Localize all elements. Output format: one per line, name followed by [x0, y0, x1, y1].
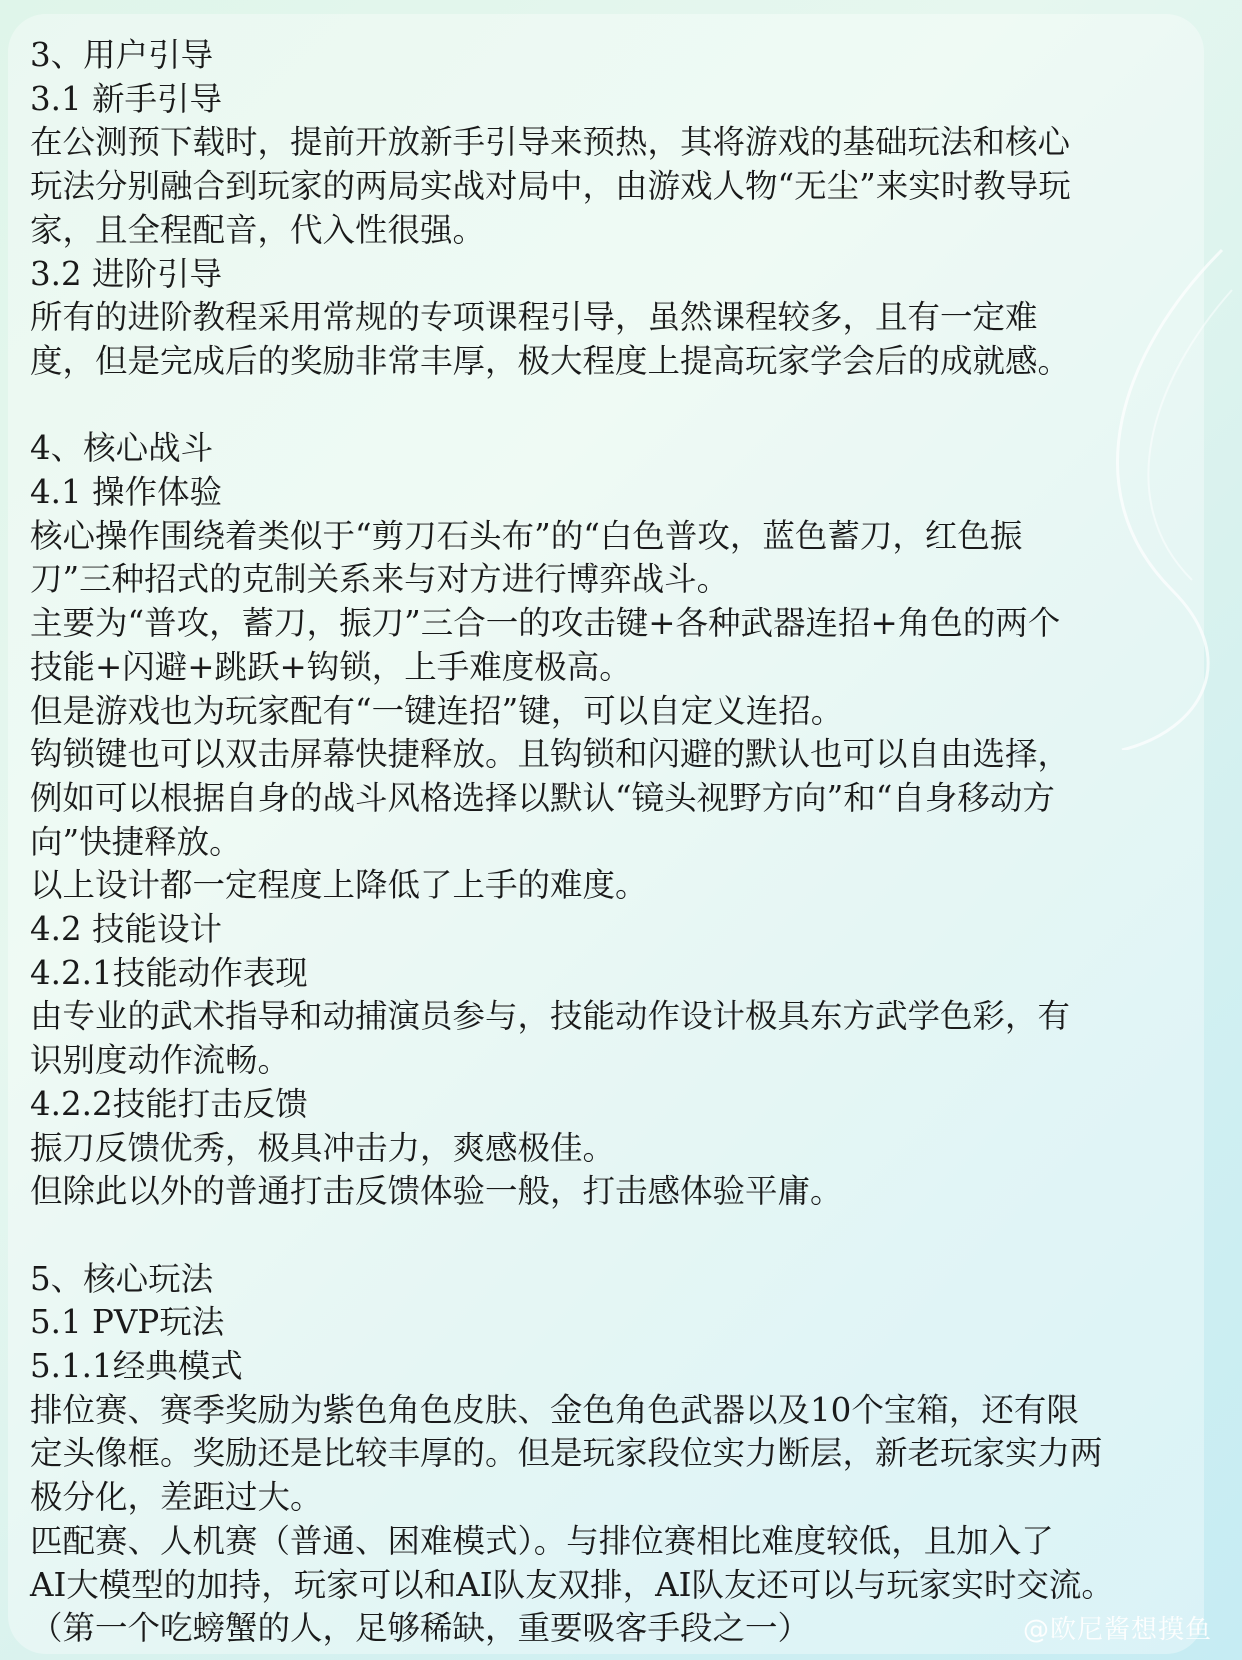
text-line: 5.1.1经典模式	[30, 1347, 243, 1386]
text-line: 识别度动作流畅。	[30, 1041, 291, 1080]
text-line: 5.1 PVP玩法	[30, 1303, 225, 1342]
text-line: 核心操作围绕着类似于“剪刀石头布”的“白色普攻，蓝色蓄刀，红色振	[30, 516, 1023, 555]
text-line: 玩法分别融合到玩家的两局实战对局中，由游戏人物“无尘”来实时教导玩	[30, 167, 1071, 206]
text-line: 例如可以根据自身的战斗风格选择以默认“镜头视野方向”和“自身移动方	[30, 778, 1055, 817]
text-line: （第一个吃螃蟹的人，足够稀缺，重要吸客手段之一）	[30, 1609, 811, 1648]
text-line: 向”快捷释放。	[30, 822, 242, 861]
text-line: 由专业的武术指导和动捕演员参与，技能动作设计极具东方武学色彩，有	[30, 997, 1071, 1036]
document-body	[30, 34, 1230, 1651]
text-line: 定头像框。奖励还是比较丰厚的。但是玩家段位实力断层，新老玩家实力两	[30, 1434, 1103, 1473]
text-line: 4.2.2技能打击反馈	[30, 1084, 308, 1123]
text-line: 钩锁键也可以双击屏幕快捷释放。且钩锁和闪避的默认也可以自由选择，	[30, 735, 1071, 774]
text-line: 以上设计都一定程度上降低了上手的难度。	[30, 866, 648, 905]
text-line: 家，且全程配音，代入性很强。	[30, 210, 486, 249]
watermark: @欧尼酱想摸鱼	[1022, 1615, 1212, 1645]
blank-line	[30, 1214, 1230, 1258]
text-line: 4.1 操作体验	[30, 473, 223, 512]
text-line: 4、核心战斗	[30, 429, 214, 468]
text-line: 4.2.1技能动作表现	[30, 953, 308, 992]
text-line: 极分化，差距过大。	[30, 1478, 323, 1517]
text-line: 所有的进阶教程采用常规的专项课程引导，虽然课程较多，且有一定难	[30, 298, 1038, 337]
text-line: 3.1 新手引导	[30, 79, 223, 118]
blank-line	[30, 384, 1230, 428]
text-line: 度，但是完成后的奖励非常丰厚，极大程度上提高玩家学会后的成就感。	[30, 341, 1071, 380]
text-line: 匹配赛、人机赛（普通、困难模式）。与排位赛相比难度较低，且加入了	[30, 1521, 1054, 1560]
text-line: 3.2 进阶引导	[30, 254, 223, 293]
text-line: 排位赛、赛季奖励为紫色角色皮肤、金色角色武器以及10个宝箱，还有限	[30, 1390, 1079, 1429]
text-line: 在公测预下载时，提前开放新手引导来预热，其将游戏的基础玩法和核心	[30, 123, 1071, 162]
text-line: 主要为“普攻，蓄刀，振刀”三合一的攻击键+各种武器连招+角色的两个	[30, 604, 1061, 643]
text-line: 3、用户引导	[30, 36, 214, 74]
text-line: 技能+闪避+跳跃+钩锁，上手难度极高。	[30, 647, 632, 686]
text-line: 但是游戏也为玩家配有“一键连招”键，可以自定义连招。	[30, 691, 844, 730]
text-line: 刀”三种招式的克制关系来与对方进行博弈战斗。	[30, 560, 730, 599]
text-line: 4.2 技能设计	[30, 910, 223, 949]
text-line: 振刀反馈优秀，极具冲击力，爽感极佳。	[30, 1128, 616, 1167]
text-line: 5、核心玩法	[30, 1259, 214, 1298]
text-line: AI大模型的加持，玩家可以和AI队友双排，AI队友还可以与玩家实时交流。	[30, 1565, 1114, 1604]
text-line: 但除此以外的普通打击反馈体验一般，打击感体验平庸。	[30, 1172, 843, 1211]
